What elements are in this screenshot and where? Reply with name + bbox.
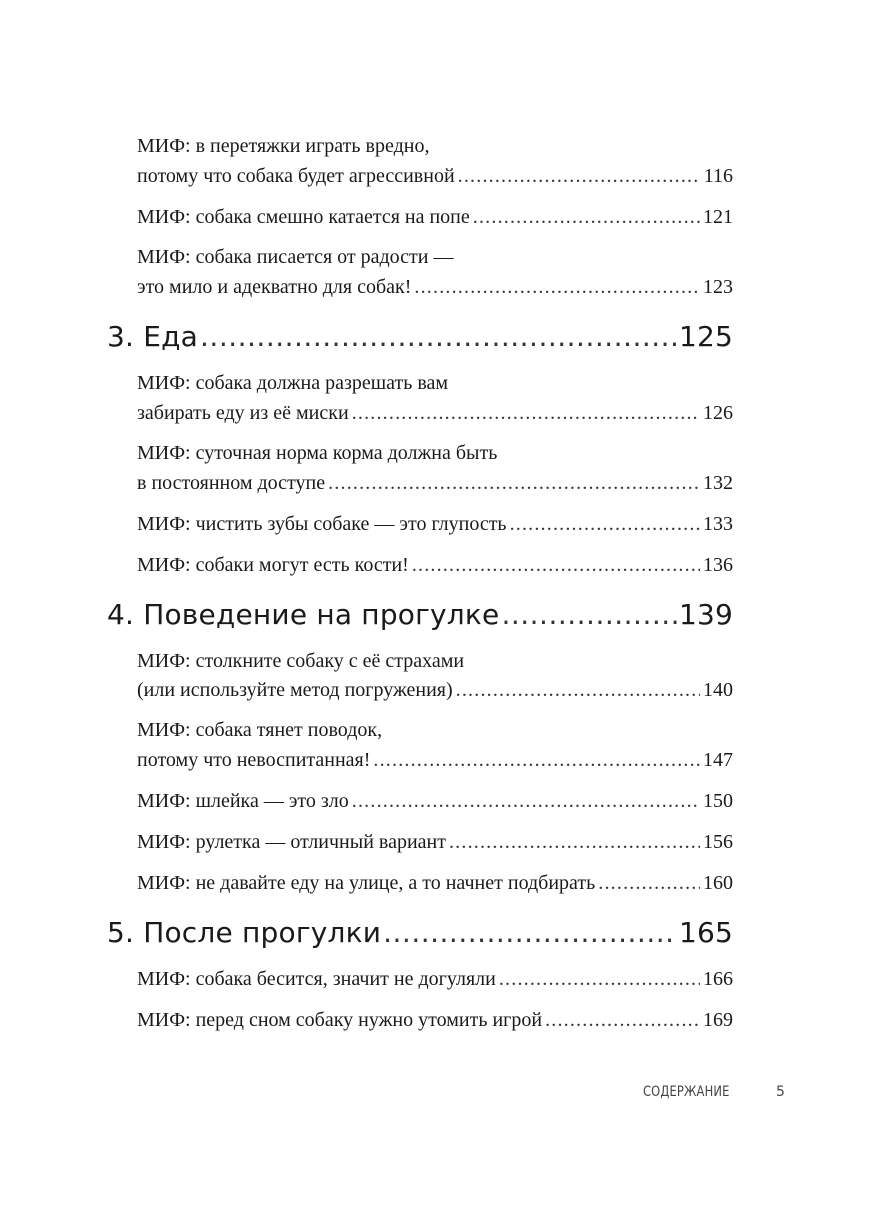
toc-entry-text: МИФ: собаки могут есть кости!	[137, 554, 409, 576]
toc-entry-text: МИФ: собака бесится, значит не догуляли	[137, 968, 496, 990]
leader-dots	[510, 512, 700, 536]
page-number: 156	[703, 831, 733, 853]
leader-dots	[414, 275, 700, 299]
page-number: 116	[703, 165, 733, 187]
toc-entry-text: потому что невоспитанная!	[137, 749, 371, 771]
toc-entry-line[interactable]	[137, 678, 733, 702]
page-number: 123	[703, 276, 733, 298]
chapter-heading[interactable]	[107, 916, 733, 950]
leader-dots	[473, 205, 700, 229]
leader-dots	[328, 471, 700, 495]
toc-entry-text: МИФ: собака должна разрешать вам	[137, 372, 449, 394]
toc-entry-line[interactable]	[137, 830, 733, 854]
leader-dots	[456, 678, 700, 702]
toc-entry-text: МИФ: собака писается от радости —	[137, 246, 454, 268]
toc-entry-text: забирать еду из её миски	[137, 402, 349, 424]
toc-entry-line[interactable]	[137, 553, 733, 577]
toc-entry-text: МИФ: суточная норма корма должна быть	[137, 442, 498, 464]
page-number: 136	[703, 554, 733, 576]
leader-dots	[545, 1008, 700, 1032]
toc-entry-line[interactable]	[137, 401, 733, 425]
page-number: 140	[703, 679, 733, 701]
toc-entry-text: МИФ: перед сном собаку нужно утомить игрой	[137, 1009, 543, 1031]
toc-entry-line[interactable]	[137, 471, 733, 495]
chapter-page-number: 139	[678, 598, 733, 631]
footer-page-number: 5	[776, 1084, 785, 1100]
toc-entry-line	[137, 245, 733, 269]
toc-entry-line[interactable]	[137, 205, 733, 229]
chapter-title: 4. Поведение на прогулке	[107, 598, 500, 631]
chapter-heading[interactable]	[107, 598, 733, 632]
page-number: 132	[703, 472, 733, 494]
toc-entry-text: МИФ: не давайте еду на улице, а то начнет подбирать	[137, 872, 596, 894]
page-number: 169	[703, 1009, 733, 1031]
toc-entry-text: МИФ: чистить зубы собаке — это глупость	[137, 513, 507, 535]
chapter-page-number: 125	[678, 320, 733, 353]
leader-dots	[200, 320, 677, 354]
page-number: 160	[703, 872, 733, 894]
page-number: 121	[703, 206, 733, 228]
leader-dots	[501, 598, 677, 632]
toc-entry-line	[137, 134, 733, 158]
leader-dots	[458, 164, 701, 188]
chapter-page-number: 165	[678, 916, 733, 949]
page-number: 150	[703, 790, 733, 812]
toc-entry-line[interactable]	[137, 275, 733, 299]
page-number: 133	[703, 513, 733, 535]
toc-entry-text: МИФ: рулетка — отличный вариант	[137, 831, 446, 853]
leader-dots	[412, 553, 700, 577]
toc-entry-line[interactable]	[137, 967, 733, 991]
leader-dots	[352, 789, 700, 813]
page-number: 126	[703, 402, 733, 424]
leader-dots	[373, 748, 700, 772]
toc-entry-text: (или используйте метод погружения)	[137, 679, 453, 701]
toc-entry-line[interactable]	[137, 871, 733, 895]
leader-dots	[598, 871, 700, 895]
leader-dots	[499, 967, 700, 991]
leader-dots	[449, 830, 700, 854]
chapter-title: 5. После прогулки	[107, 916, 382, 949]
toc-entry-line[interactable]	[137, 512, 733, 536]
toc-entry-line	[137, 441, 733, 465]
toc-entry-text: МИФ: собака тянет поводок,	[137, 719, 383, 741]
page-number: 166	[703, 968, 733, 990]
toc-entry-text: МИФ: шлейка — это зло	[137, 790, 349, 812]
leader-dots	[383, 916, 677, 950]
page-number: 147	[703, 749, 733, 771]
toc-entry-text: это мило и адекватно для собак!	[137, 276, 412, 298]
toc-entry-line	[137, 371, 733, 395]
toc-entry-line	[137, 649, 733, 673]
toc-entry-line[interactable]	[137, 164, 733, 188]
toc-entry-text: МИФ: в перетяжки играть вредно,	[137, 135, 430, 157]
toc-entry-line[interactable]	[137, 1008, 733, 1032]
toc-entry-line	[137, 718, 733, 742]
leader-dots	[352, 401, 700, 425]
toc-entry-text: МИФ: столкните собаку с её страхами	[137, 650, 465, 672]
chapter-heading[interactable]	[107, 320, 733, 354]
toc-entry-line[interactable]	[137, 748, 733, 772]
toc-entry-line[interactable]	[137, 789, 733, 813]
toc-entry-text: потому что собака будет агрессивной	[137, 165, 455, 187]
running-footer-label: СОДЕРЖАНИЕ	[643, 1084, 730, 1100]
toc-entry-text: МИФ: собака смешно катается на попе	[137, 206, 470, 228]
chapter-title: 3. Еда	[107, 320, 199, 353]
toc-entry-text: в постоянном доступе	[137, 472, 326, 494]
